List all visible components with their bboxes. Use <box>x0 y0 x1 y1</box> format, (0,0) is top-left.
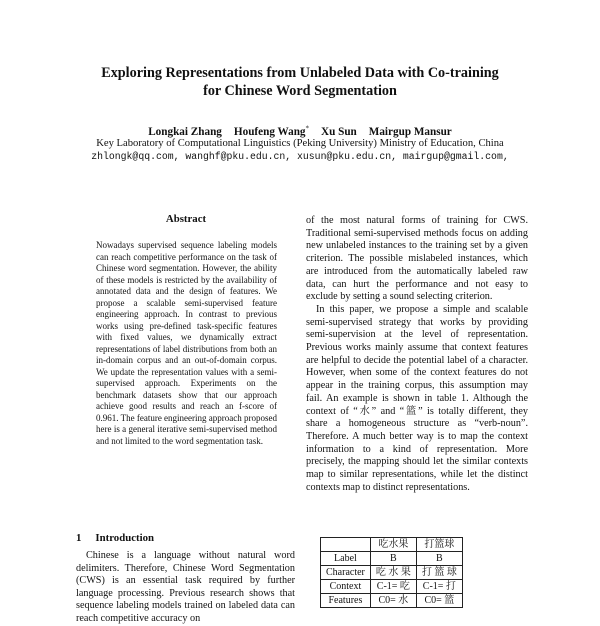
table-cell: C-1= 吃 <box>370 580 416 594</box>
introduction-text: Chinese is a language without natural word delimiters. Therefore, Chinese Word Segmentation (CWS) is an essential task required by further language processing. Previous research shows that sequence labeling models trained on labeled data can reach competitive accuracy on <box>76 550 295 624</box>
affiliation: Key Laboratory of Computational Linguistics (Peking University) Ministry of Education, China <box>96 138 504 149</box>
table-cell: B <box>370 552 416 566</box>
table-row-label: Label <box>321 552 371 566</box>
abstract-heading: Abstract <box>165 213 207 225</box>
abstract-text: Nowadays supervised sequence labeling models can reach competitive performance on the task of Chinese word segmentation. However, the ability of these models is restricted by the availability of annotated data and the design of features. We propose a scalable semi-supervised feature engineering approach. In contrast to previous works using pre-defined task-specific features with fixed values, we dynamically extract representations of label distributions from both an in-domain corpus and an out-of-domain corpus. We update the representation values with a semi-supervised approach. Experiments on the benchmark datasets show that our approach achieve good results and reach an f-score of 0.961. The feature engineering approach proposed here is a general iterative semi-supervised method and not limited to the word segmentation task. <box>96 240 278 446</box>
author-2 <box>234 126 309 138</box>
author-3: Xu Sun <box>321 125 357 138</box>
table-cell: C0= 篮 <box>416 594 462 608</box>
author-2-name: Houfeng Wang <box>233 125 306 138</box>
section-number: 1 <box>76 532 82 544</box>
table-row-label: Features <box>321 594 371 608</box>
table-cell: C0= 水 <box>370 594 416 608</box>
table-cell: 吃 水 果 <box>370 566 416 580</box>
author-4: Mairgup Mansur <box>368 125 452 138</box>
table-header-cell: 吃水果 <box>370 538 416 552</box>
section-heading-introduction <box>76 532 154 544</box>
table-cell: C-1= 打 <box>416 580 462 594</box>
table-cell: 打 篮 球 <box>416 566 462 580</box>
corresponding-author-mark: * <box>305 124 310 132</box>
table-row <box>321 580 463 594</box>
table-row <box>321 566 463 580</box>
table-row-label: Context <box>321 580 371 594</box>
table-row-label: Character <box>321 566 371 580</box>
table-header-cell: 打篮球 <box>416 538 462 552</box>
table-cell: B <box>416 552 462 566</box>
author-1: Longkai Zhang <box>148 125 222 138</box>
title-line-2: for Chinese Word Segmentation <box>203 83 397 99</box>
table-row <box>321 594 463 608</box>
paper-title <box>0 64 600 100</box>
table-corner-cell <box>321 538 371 552</box>
table-row <box>321 552 463 566</box>
section-title-text: Introduction <box>95 532 155 544</box>
right-paragraph-2: In this paper, we propose a simple and scalable semi-supervised strategy that works by providing semi-supervision at the level of representation. Previous works mainly assume that context features are helpful to decide the potential label of a character. However, when some of the context features do not appear in the training corpus, this assumption may fail. An example is shown in table 1. Although the context of “水” and “篮” is totally different, they share a homogeneous structure as “verb-noun”. Therefore. A much better way is to map the context information to a kind of representation. More precisely, the mapping should let the similar contexts map to similar representations, while let the distinct contexts map to distinct representations. <box>306 303 528 493</box>
right-column <box>306 215 528 494</box>
author-emails: zhlongk@qq.com, wanghf@pku.edu.cn, xusun@pku.edu.cn, mairgup@gmail.com, <box>91 151 509 162</box>
right-paragraph-1: of the most natural forms of training for CWS. Traditional semi-supervised methods focus on adding new unlabeled instances to the training set by a given criterion. The possible mislabeled instances, which are introduced from the automatically labeled raw data, can hurt the performance and not easy to exclude by setting a sound selecting criterion. <box>306 215 528 303</box>
table-header-row <box>321 538 463 552</box>
example-table <box>320 537 463 608</box>
title-line-1: Exploring Representations from Unlabeled Data with Co-training <box>101 65 499 81</box>
